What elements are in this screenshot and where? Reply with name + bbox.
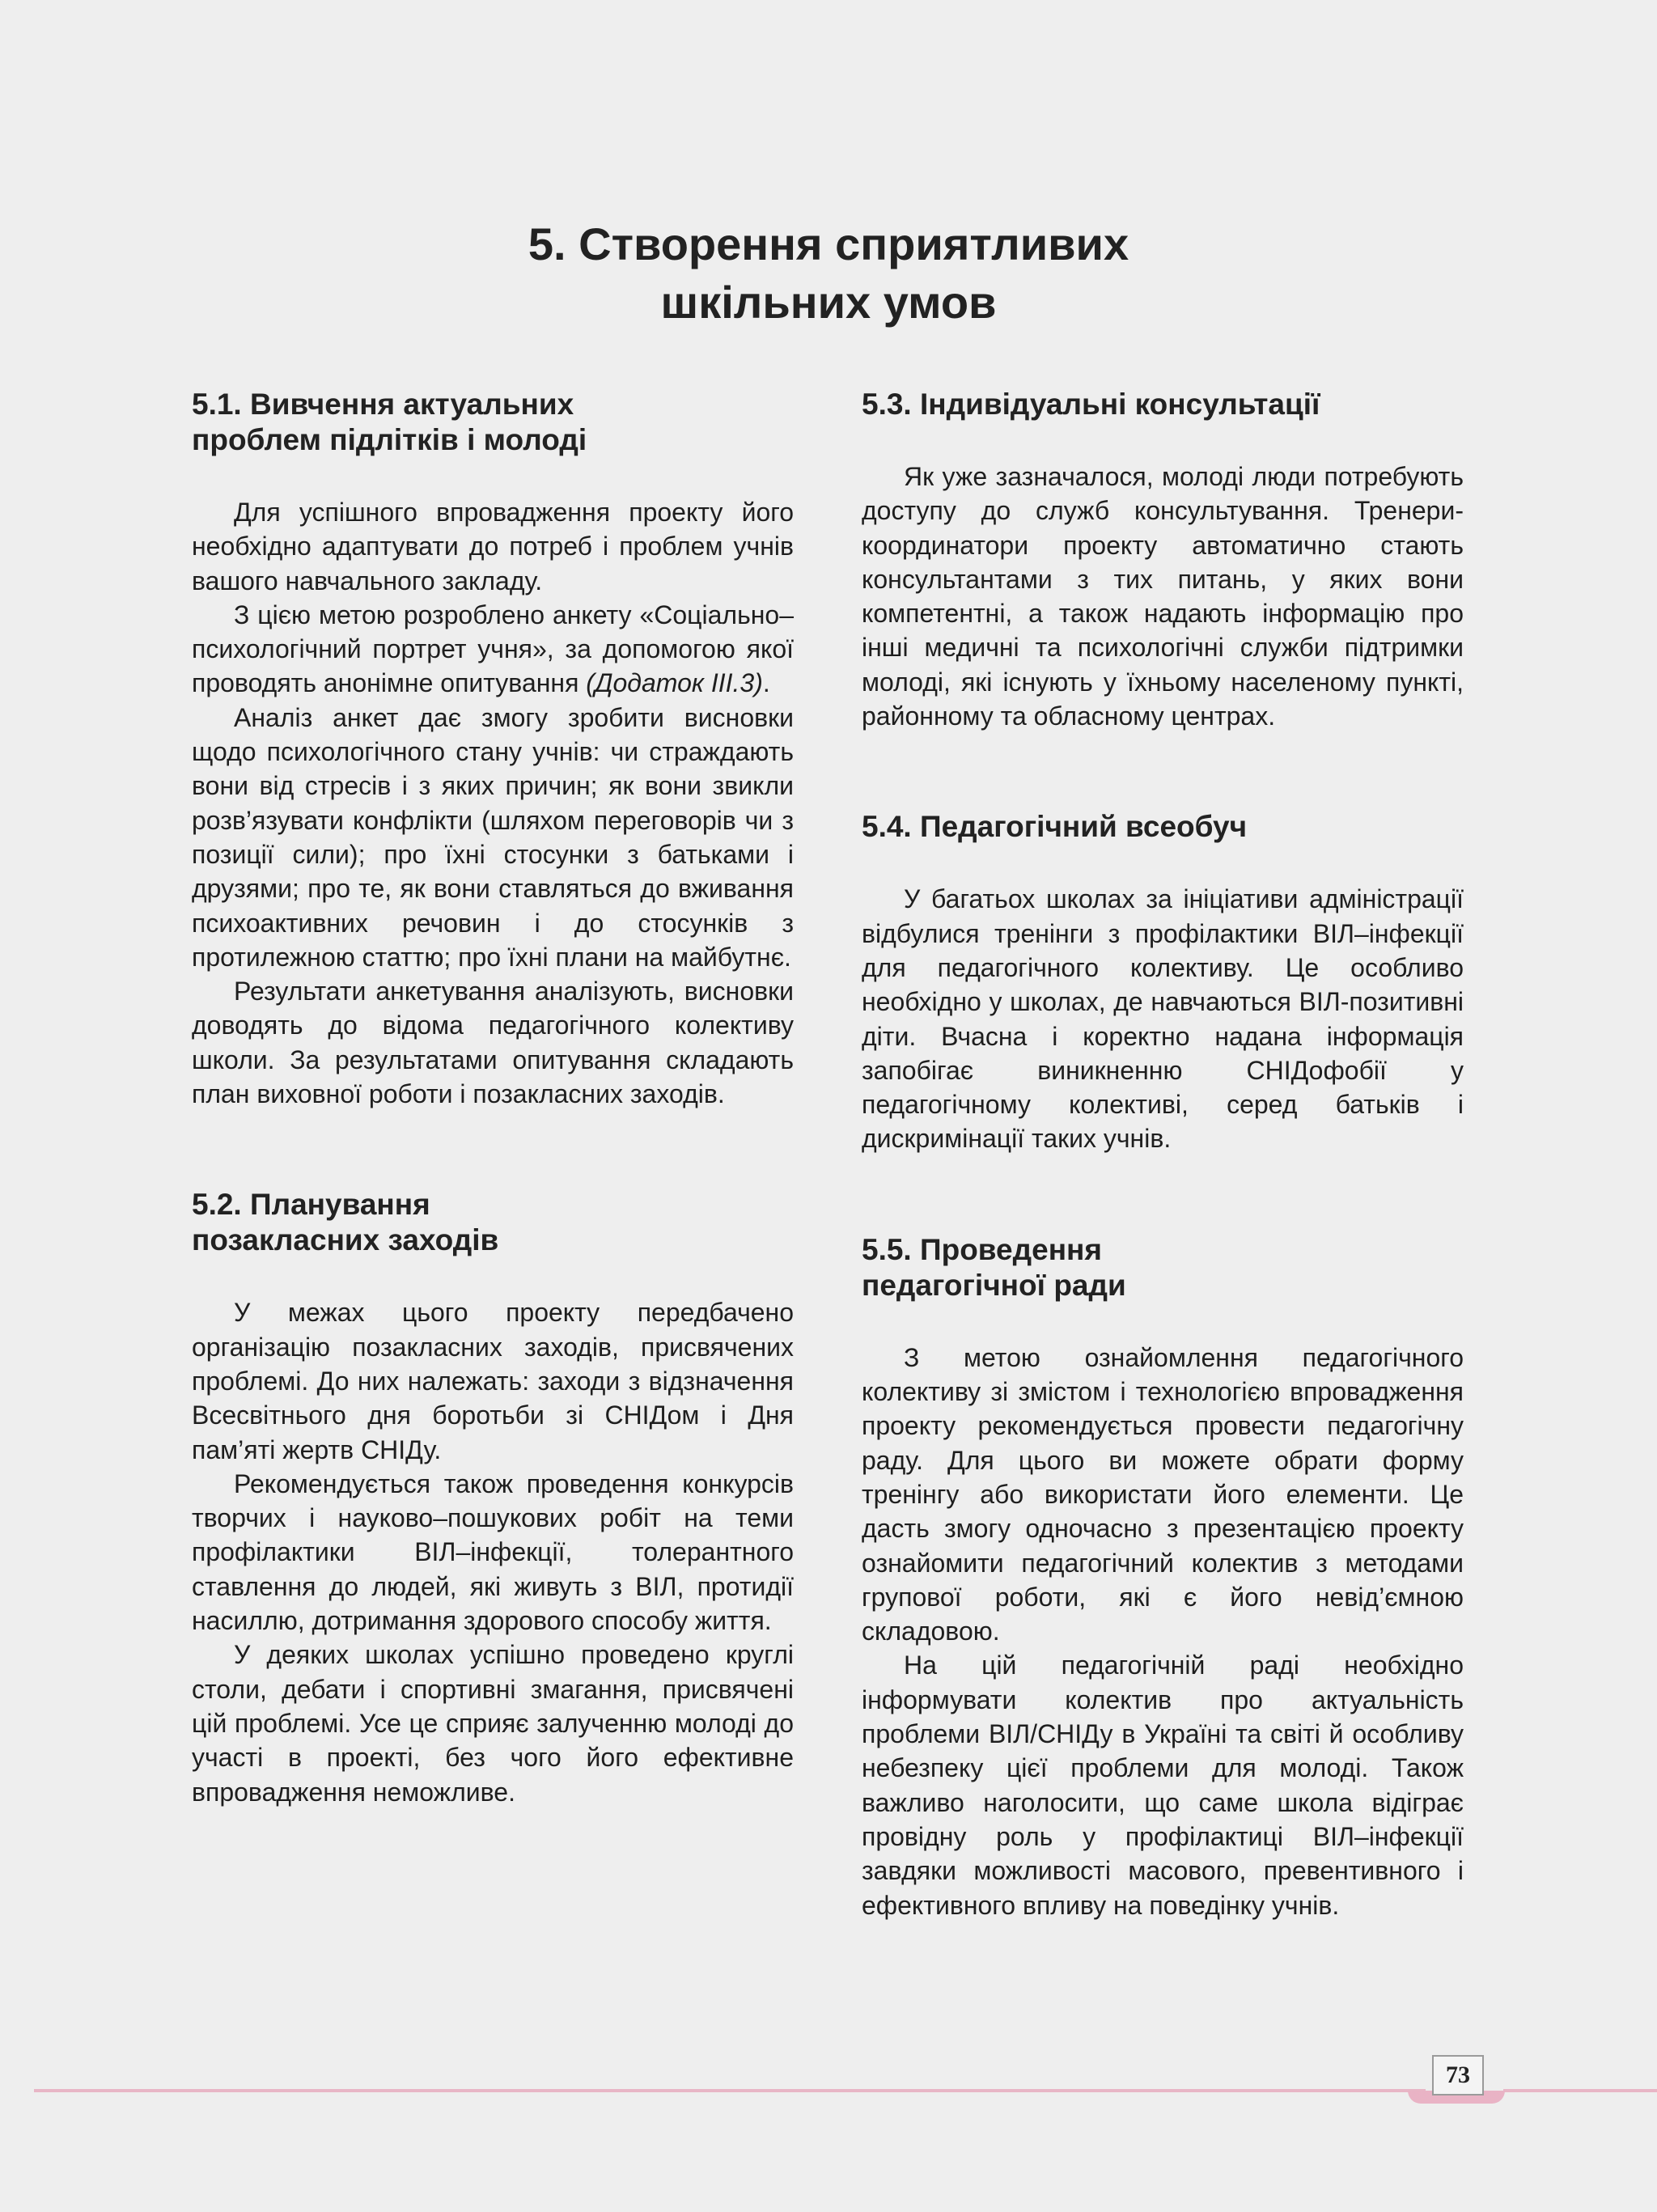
page-title-line-1: 5. Створення сприятливих: [528, 218, 1129, 269]
section-5-4-heading: [862, 809, 1464, 845]
section-5-5-paragraph-2: На цій педагогічній раді необхідно інформувати колектив про актуальність проблеми ВІЛ/СНІДу в Україні та світі й особливу небезпеку цієї проблеми для молоді. Також важливо наголосити, що саме школа відіграє провідну роль у профілактиці ВІЛ–інфекції завдяки можливості масового, превентивного і ефективного впливу на поведінку учнів.: [862, 1651, 1464, 1920]
section-5-5-heading-line-1: 5.5. Проведення: [862, 1232, 1102, 1266]
section-5-2: [192, 1187, 794, 1808]
section-5-5-paragraph-1: З метою ознайомлення педагогічного колективу зі змістом і технологією впровадження проекту рекомендується провести педагогічну раду. Для цього ви можете обрати форму тренінгу або використати його елементи. Це дасть змогу одночасно з презентацією проекту ознайомити педагогічний колектив з методами групової роботи, які є його невід’ємною складовою.: [862, 1342, 1464, 1646]
section-5-1-paragraph-2-end: .: [762, 668, 770, 698]
section-5-3-heading: [862, 387, 1464, 422]
section-5-2-heading: [192, 1187, 794, 1258]
page-title: [0, 215, 1657, 332]
section-5-4-heading-line-1: 5.4. Педагогічний всеобуч: [862, 810, 1248, 844]
section-5-2-heading-line-2: позакласних заходів: [192, 1223, 499, 1257]
page-number: 73: [1432, 2055, 1484, 2095]
section-5-4-paragraph-1: У багатьох школах за ініціативи адміністрації відбулися тренінги з профілактики ВІЛ–інфекції для педагогічного колективу. Це особливо необхідно у школах, де навчаються ВІЛ-позитивні діти. Вчасна і коректно надана інформація запобігає виникненню СНІДофобії у педагогічному колективі, серед батьків і дискримінації таких учнів.: [862, 884, 1464, 1154]
section-5-1-paragraph-1: Для успішного впровадження проекту його необхідно адаптувати до потреб і проблем учнів вашого навчального закладу.: [192, 498, 794, 595]
section-5-1-paragraph-2: [192, 598, 794, 701]
left-column: [192, 387, 794, 1885]
section-5-1-paragraph-2-text: З цією метою розроблено анкету «Соціально–психологічний портрет учня», за допомогою якої проводять анонімне опитування: [192, 600, 794, 698]
section-5-4: [862, 809, 1464, 1155]
section-5-5-heading: [862, 1232, 1464, 1303]
section-5-1-paragraph-4: Результати анкетування аналізують, висновки доводять до відома педагогічного колективу школи. За результатами опитування складають план виховної роботи і позакласних заходів.: [192, 977, 794, 1109]
page-title-line-2: шкільних умов: [660, 276, 997, 328]
section-5-1-heading-line-2: проблем підлітків і молоді: [192, 423, 587, 456]
appendix-reference: (Додаток ІІІ.3): [586, 668, 763, 698]
footer-divider-right: [1503, 2089, 1657, 2092]
section-5-2-paragraph-3: У деяких школах успішно проведено круглі столи, дебати і спортивні змагання, присвячені цій проблемі. Усе це сприяє залученню молоді до участі в проекті, без чого його ефективне впровадження неможливе.: [192, 1640, 794, 1807]
section-5-1-paragraph-3: Аналіз анкет дає змогу зробити висновки щодо психологічного стану учнів: чи страждають вони від стресів і з яких причин; як вони звикли розв’язувати конфлікти (шляхом переговорів чи з позиції сили); про їхні стосунки з батьками і друзями; про те, як вони ставляться до вживання психоактивних речовин і до стосунків з протилежною статтю; про їхні плани на майбутнє.: [192, 702, 794, 972]
footer-divider-left: [34, 2089, 1426, 2092]
section-5-2-paragraph-1: У межах цього проекту передбачено організацію позакласних заходів, присвячених проблемі. До них належать: заходи з відзначення Всесвітнього дня боротьби зі СНІДом і Дня пам’яті жертв СНІДу.: [192, 1298, 794, 1464]
section-5-5-heading-line-2: педагогічної ради: [862, 1268, 1126, 1302]
section-5-1: [192, 387, 794, 1111]
section-5-1-heading-line-1: 5.1. Вивчення актуальних: [192, 388, 574, 421]
section-5-3-paragraph-1: Як уже зазначалося, молоді люди потребують доступу до служб консультування. Тренери-координатори проекту автоматично стають консультантами з тих питань, у яких вони компетентні, а також надають інформацію про інші медичні та психологічні служби підтримки молоді, які існують у їхньому населеному пункті, районному та обласному центрах.: [862, 462, 1464, 731]
section-5-5: [862, 1232, 1464, 1922]
section-5-3: [862, 387, 1464, 733]
section-5-3-heading-line-1: 5.3. Індивідуальні консультації: [862, 388, 1320, 421]
section-5-1-heading: [192, 387, 794, 458]
right-column: [862, 387, 1464, 1998]
section-5-2-paragraph-2: Рекомендується також проведення конкурсів творчих і науково–пошукових робіт на теми профілактики ВІЛ–інфекції, толерантного ставлення до людей, які живуть з ВІЛ, протидії насиллю, дотримання здорового способу життя.: [192, 1468, 794, 1636]
section-5-2-heading-line-1: 5.2. Планування: [192, 1188, 430, 1222]
